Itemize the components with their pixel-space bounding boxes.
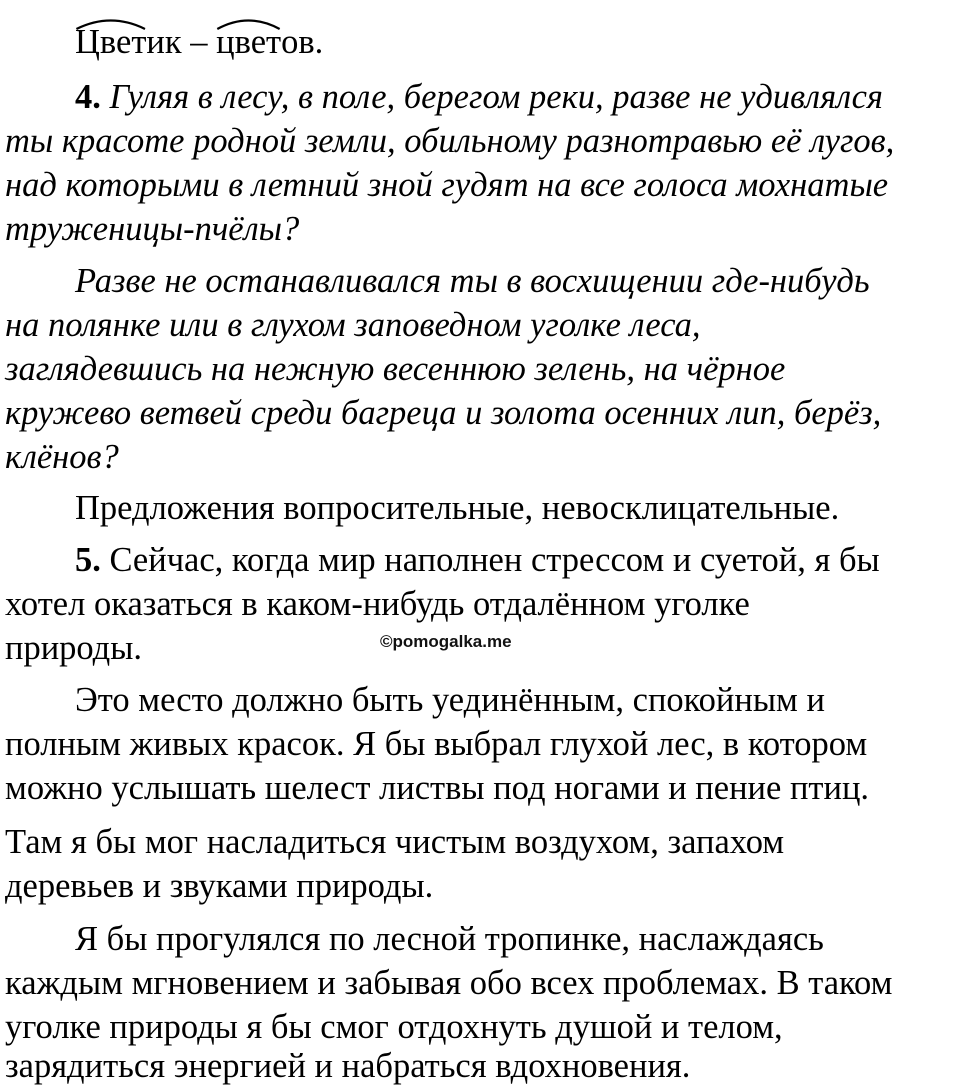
ex4-paragraph1-line3: над которыми в летний зной гудят на все голоса мохнатые [5, 166, 889, 204]
exercise-number: 5. [75, 541, 101, 579]
ex5-paragraph4-line3: уголке природы я бы смог отдохнуть душой и телом, [5, 1008, 783, 1046]
ex5-paragraph2-line2: полным живых красок. Я бы выбрал глухой лес, в котором [5, 725, 868, 763]
exercise-number: 4. [75, 78, 101, 116]
ex4-conclusion: Предложения вопросительные, невосклицательные. [75, 489, 840, 527]
ex4-paragraph2-line4: кружево ветвей среди багреца и золота осенних лип, берёз, [5, 394, 882, 432]
ex5-paragraph4-line4: зарядиться энергией и набраться вдохновения. [5, 1047, 691, 1085]
root-marked-word-2: цвет [216, 22, 281, 62]
ex5-paragraph4-line1: Я бы прогулялся по лесной тропинке, наслаждаясь [75, 920, 824, 958]
ex5-paragraph3-line2: деревьев и звуками природы. [5, 867, 434, 905]
ex5-paragraph1-line3: природы. [5, 629, 143, 667]
ex5-paragraph2-line1: Это место должно быть уединённым, спокойным и [75, 681, 825, 719]
root-example-line: Цветик – цветов. [75, 22, 323, 62]
ex4-paragraph2-line5: клёнов? [5, 438, 119, 476]
root-marked-word-1: Цвет [75, 22, 146, 62]
root-arc-icon [216, 16, 281, 30]
ex4-paragraph2-line3: заглядевшись на нежную весеннюю зелень, на чёрное [5, 350, 786, 388]
watermark: ©pomogalka.me [380, 632, 512, 651]
ex5-paragraph1-line1: 5. Сейчас, когда мир наполнен стрессом и суетой, я бы [75, 541, 880, 579]
ex4-paragraph1-line1: 4. Гуляя в лесу, в поле, берегом реки, разве не удивлялся [75, 78, 883, 116]
ex4-paragraph1-line4: труженицы-пчёлы? [5, 210, 300, 248]
ex5-paragraph3-line1: Там я бы мог насладиться чистым воздухом, запахом [5, 823, 785, 861]
ex4-paragraph2-line1: Разве не останавливался ты в восхищении где-нибудь [75, 262, 870, 300]
ex5-paragraph4-line2: каждым мгновением и забывая обо всех проблемах. В таком [5, 964, 893, 1002]
ex4-paragraph1-line2: ты красоте родной земли, обильному разнотравью её лугов, [5, 122, 895, 160]
ex5-paragraph2-line3: можно услышать шелест листвы под ногами и пение птиц. [5, 769, 870, 807]
ex5-paragraph1-line2: хотел оказаться в каком-нибудь отдалённом уголке [5, 585, 750, 623]
root-arc-icon [75, 16, 146, 30]
ex4-paragraph2-line2: на полянке или в глухом заповедном уголке леса, [5, 306, 701, 344]
